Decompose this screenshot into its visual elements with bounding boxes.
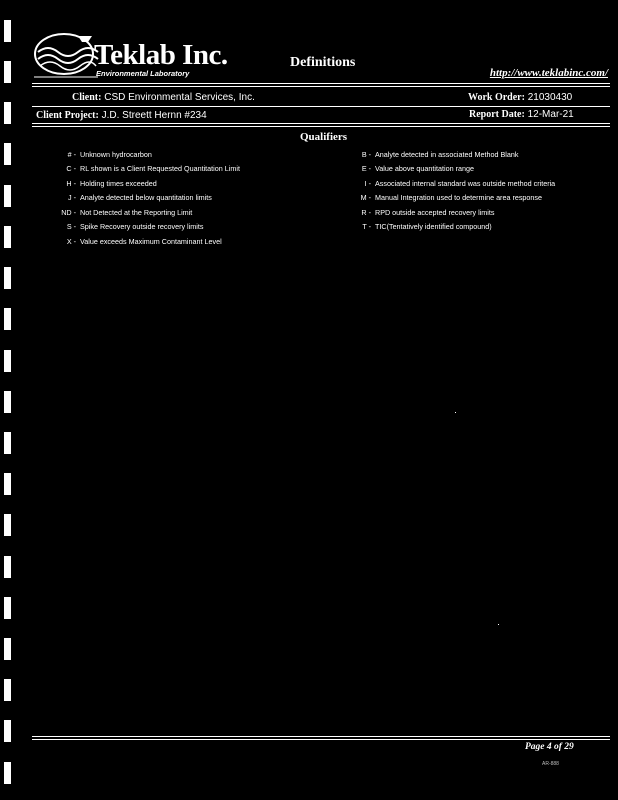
- client-label: Client:: [72, 92, 102, 103]
- qualifier-code: R -: [361, 207, 371, 217]
- qualifier-row: [340, 220, 555, 235]
- report-date-line: [469, 109, 574, 120]
- qualifier-description: Associated internal standard was outside method criteria: [375, 178, 556, 188]
- qualifier-code: C -: [66, 164, 76, 174]
- qualifier-code: J -: [68, 193, 76, 203]
- qualifier-code: I -: [364, 178, 371, 188]
- qualifier-row: [340, 205, 555, 220]
- page-title: Definitions: [290, 55, 356, 70]
- qualifier-row: [340, 176, 555, 191]
- qualifier-code: # -: [67, 149, 76, 159]
- qualifier-code: H -: [66, 178, 76, 188]
- report-date-label: Report Date:: [469, 109, 525, 120]
- qualifier-row: [32, 147, 240, 162]
- client-line: [72, 92, 255, 103]
- footer-divider-lower: [32, 739, 610, 740]
- qualifier-code: M -: [360, 193, 371, 203]
- header-divider: [32, 83, 610, 84]
- qualifier-row: [32, 176, 240, 191]
- work-order-line: [468, 92, 572, 103]
- qualifier-description: Not Detected at the Reporting Limit: [80, 207, 193, 217]
- project-divider: [32, 123, 610, 124]
- qualifier-description: Manual Integration used to determine area response: [375, 193, 543, 203]
- project-divider-lower: [32, 126, 610, 127]
- qualifier-code: E -: [361, 164, 371, 174]
- client-divider: [32, 106, 610, 107]
- qualifier-description: Value above quantitation range: [375, 164, 474, 174]
- binder-marks: [0, 0, 20, 800]
- qualifier-row: [340, 147, 555, 162]
- logo-name: Teklab Inc.: [94, 39, 228, 71]
- qualifier-code: ND -: [61, 207, 76, 217]
- qualifier-description: Holding times exceeded: [80, 178, 157, 188]
- teklab-logo: [32, 30, 228, 86]
- qualifier-description: Unknown hydrocarbon: [80, 149, 152, 159]
- client-value: CSD Environmental Services, Inc.: [104, 92, 255, 103]
- qualifier-description: Spike Recovery outside recovery limits: [80, 222, 204, 232]
- qualifier-row: [32, 191, 240, 206]
- work-order-label: Work Order:: [468, 92, 525, 103]
- work-order-value: 21030430: [527, 92, 573, 103]
- footer-divider: [32, 736, 610, 737]
- report-date-value: 12-Mar-21: [527, 109, 574, 120]
- footer-stamp: AR-888: [542, 761, 559, 767]
- qualifier-code: B -: [361, 149, 371, 159]
- qualifier-description: Analyte detected below quantitation limits: [80, 193, 212, 203]
- qualifier-row: [32, 220, 240, 235]
- header-divider-lower: [32, 86, 610, 87]
- qualifier-code: T -: [362, 222, 371, 232]
- qualifier-code: X -: [66, 236, 76, 246]
- qualifier-description: RPD outside accepted recovery limits: [375, 207, 495, 217]
- qualifier-description: Value exceeds Maximum Contaminant Level: [80, 236, 222, 246]
- qualifier-row: [340, 191, 555, 206]
- qualifier-description: TIC(Tentatively identified compound): [375, 222, 492, 232]
- website-link[interactable]: http://www.teklabinc.com/: [489, 67, 608, 79]
- qualifier-row: [32, 162, 240, 177]
- qualifiers-heading: Qualifiers: [300, 131, 348, 143]
- qualifier-row: [32, 205, 240, 220]
- qualifier-row: [32, 234, 240, 249]
- qualifier-row: [340, 162, 555, 177]
- qualifier-code: S -: [66, 222, 76, 232]
- qualifier-description: RL shown is a Client Requested Quantitation Limit: [80, 164, 240, 174]
- qualifier-description: Analyte detected in associated Method Blank: [375, 149, 519, 159]
- client-project-value: J.D. Streett Hernn #234: [101, 110, 207, 121]
- logo-tagline: Environmental Laboratory: [96, 69, 190, 78]
- page-number: Page 4 of 29: [525, 742, 574, 752]
- qualifiers-right-column: [340, 147, 555, 234]
- client-project-line: [36, 110, 207, 121]
- qualifiers-left-column: [32, 147, 240, 249]
- client-project-label: Client Project:: [36, 110, 99, 121]
- flask-wave-icon: [32, 30, 102, 86]
